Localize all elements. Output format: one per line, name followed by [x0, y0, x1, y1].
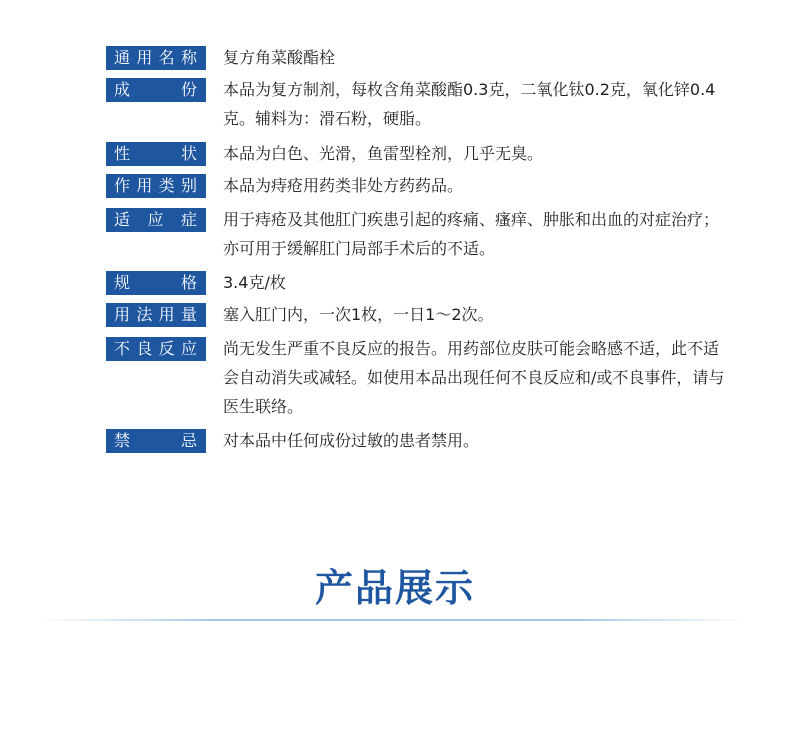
- label-appearance: 性 状: [106, 142, 206, 166]
- value-dosage: 塞入肛门内，一次1枚，一日1～2次。: [223, 305, 494, 324]
- info-row-generic-name: [106, 43, 726, 72]
- info-row-ingredients: [106, 75, 726, 133]
- value-specification: 3.4克/枚: [223, 273, 286, 292]
- info-row-specification: [106, 268, 726, 297]
- info-row-adverse-reactions: [106, 334, 726, 421]
- info-row-indications: [106, 205, 726, 263]
- info-row-category: [106, 171, 726, 200]
- value-indications: 用于痔疮及其他肛门疾患引起的疼痛、瘙痒、肿胀和出血的对症治疗；亦可用于缓解肛门局部手术后的不适。: [223, 210, 720, 258]
- label-dosage: 用法用量: [106, 303, 206, 327]
- info-row-contraindications: [106, 426, 726, 455]
- section-divider: [40, 619, 750, 621]
- product-display-title: 产品展示: [314, 566, 475, 610]
- label-generic-name: 通用名称: [106, 46, 206, 70]
- label-adverse-reactions: 不良反应: [106, 337, 206, 361]
- value-adverse-reactions: 尚无发生严重不良反应的报告。用药部位皮肤可能会略感不适，此不适会自动消失或减轻。如使用本品出现任何不良反应和/或不良事件，请与医生联络。: [223, 339, 725, 416]
- info-row-appearance: [106, 139, 726, 168]
- value-ingredients: 本品为复方制剂，每枚含角菜酸酯0.3克，二氧化钛0.2克，氧化锌0.4克。辅料为：滑石粉，硬脂。: [223, 80, 716, 128]
- value-generic-name: 复方角菜酸酯栓: [223, 48, 336, 67]
- drug-info-table: [106, 43, 726, 455]
- value-category: 本品为痔疮用药类非处方药药品。: [223, 176, 464, 195]
- label-specification: 规 格: [106, 271, 206, 295]
- label-ingredients: 成 份: [106, 78, 206, 102]
- value-appearance: 本品为白色、光滑，鱼雷型栓剂，几乎无臭。: [223, 144, 544, 163]
- label-category: 作用类别: [106, 174, 206, 198]
- label-contraindications: 禁 忌: [106, 429, 206, 453]
- info-row-dosage: [106, 300, 726, 329]
- label-indications: 适应症: [106, 208, 206, 232]
- value-contraindications: 对本品中任何成份过敏的患者禁用。: [223, 431, 480, 450]
